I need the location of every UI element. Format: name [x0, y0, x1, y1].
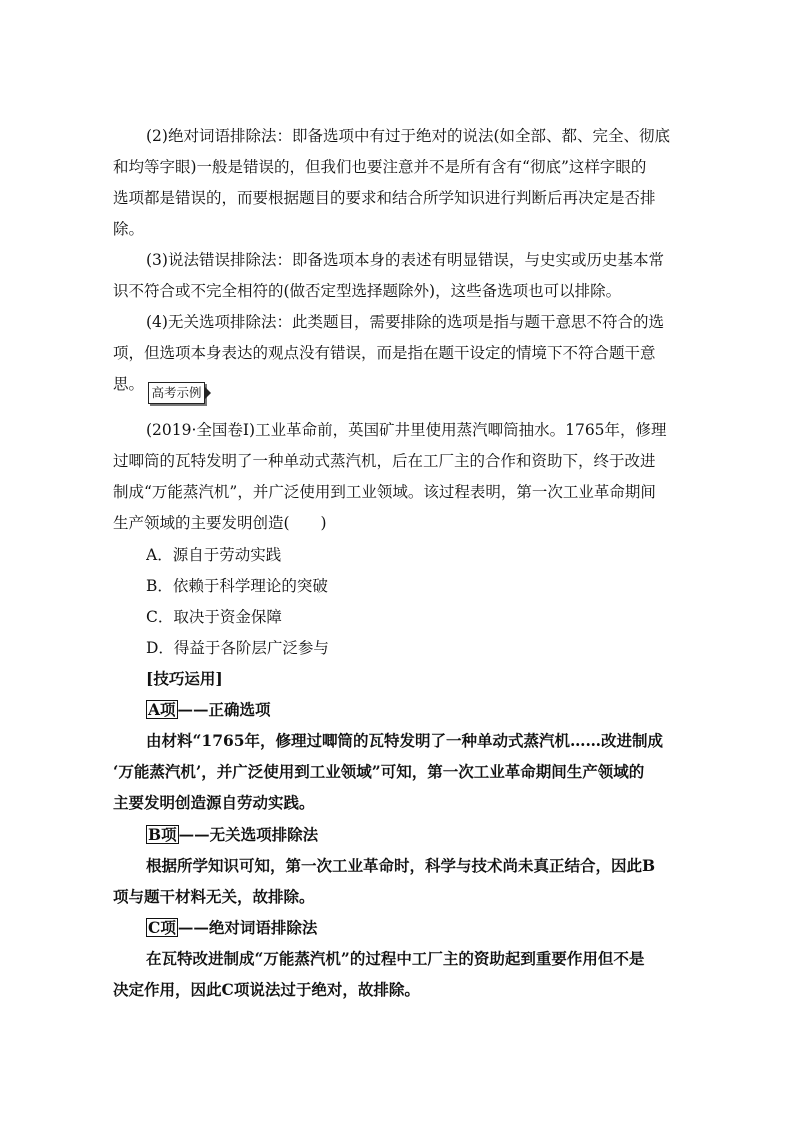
analysis-a-line-3: 主要发明创造源自劳动实践。 [113, 793, 315, 812]
example-tag: 高考示例 [148, 382, 205, 404]
method-4-line-1: (4)无关选项排除法：此类题目，需要排除的选项是指与题干意思不符合的选 [146, 313, 664, 331]
analysis-a-line-1: 由材料“1765年，修理过唧筒的瓦特发明了一种单动式蒸汽机……改进制成 [146, 731, 664, 750]
method-3-line-2: 识不符合或不完全相符的(做否定型选择题除外)，这些备选项也可以排除。 [113, 282, 622, 300]
analysis-b-label: B项 [148, 825, 177, 844]
analysis-a-title: ——正确选项 [177, 700, 271, 719]
analysis-c-line-1: 在瓦特改进制成“万能蒸汽机”的过程中工厂主的资助起到重要作用但不是 [146, 949, 645, 968]
analysis-b-title: ——无关选项排除法 [178, 825, 319, 844]
method-2-line-1: (2)绝对词语排除法：即备选项中有过于绝对的说法(如全部、都、完全、彻底 [146, 127, 671, 145]
analysis-a-heading [146, 700, 683, 720]
method-3-line-1: (3)说法错误排除法：即备选项本身的表述有明显错误，与史实或历史基本常 [146, 251, 664, 269]
analysis-a-label: A项 [148, 700, 176, 719]
method-2-line-2: 和均等字眼)一般是错误的，但我们也要注意并不是所有含有“彻底”这样字眼的 [113, 158, 647, 176]
analysis-c-title: ——绝对词语排除法 [177, 918, 318, 937]
question-stem-line-4: 生产领域的主要发明创造( ) [113, 514, 327, 532]
question-stem-line-2: 过唧筒的瓦特发明了一种单动式蒸汽机，后在工厂主的合作和资助下，终于改进 [113, 452, 656, 470]
analysis-b-line-2: 项与题干材料无关，故排除。 [113, 887, 315, 906]
option-a: A．源自于劳动实践 [146, 546, 282, 564]
skill-heading: [技巧运用] [146, 669, 223, 688]
question-stem-line-1: (2019·全国卷Ⅰ)工业革命前，英国矿井里使用蒸汽唧筒抽水。1765年，修理 [146, 421, 667, 439]
question-stem-line-3: 制成“万能蒸汽机”，并广泛使用到工业领域。该过程表明，第一次工业革命期间 [113, 483, 656, 501]
analysis-b-heading [146, 825, 683, 845]
analysis-a-line-2: ‘万能蒸汽机’，并广泛使用到工业领域”可知，第一次工业革命期间生产领域的 [113, 762, 645, 781]
option-b: B．依赖于科学理论的突破 [146, 577, 328, 595]
analysis-c-label: C项 [148, 918, 176, 937]
method-4-line-2: 项，但选项本身表达的观点没有错误，而是指在题干设定的情境下不符合题干意 [113, 344, 656, 362]
analysis-b-line-1: 根据所学知识可知，第一次工业革命时，科学与技术尚未真正结合，因此B [146, 856, 656, 875]
analysis-c-heading [146, 918, 683, 938]
method-4-line-3: 思。 [113, 375, 145, 393]
option-c: C．取决于资金保障 [146, 608, 282, 626]
analysis-c-line-2: 决定作用，因此C项说法过于绝对，故排除。 [113, 980, 420, 999]
option-d: D．得益于各阶层广泛参与 [146, 639, 329, 657]
method-2-line-4: 除。 [113, 220, 145, 238]
method-2-line-3: 选项都是错误的，而要根据题目的要求和结合所学知识进行判断后再决定是否排 [113, 189, 656, 207]
